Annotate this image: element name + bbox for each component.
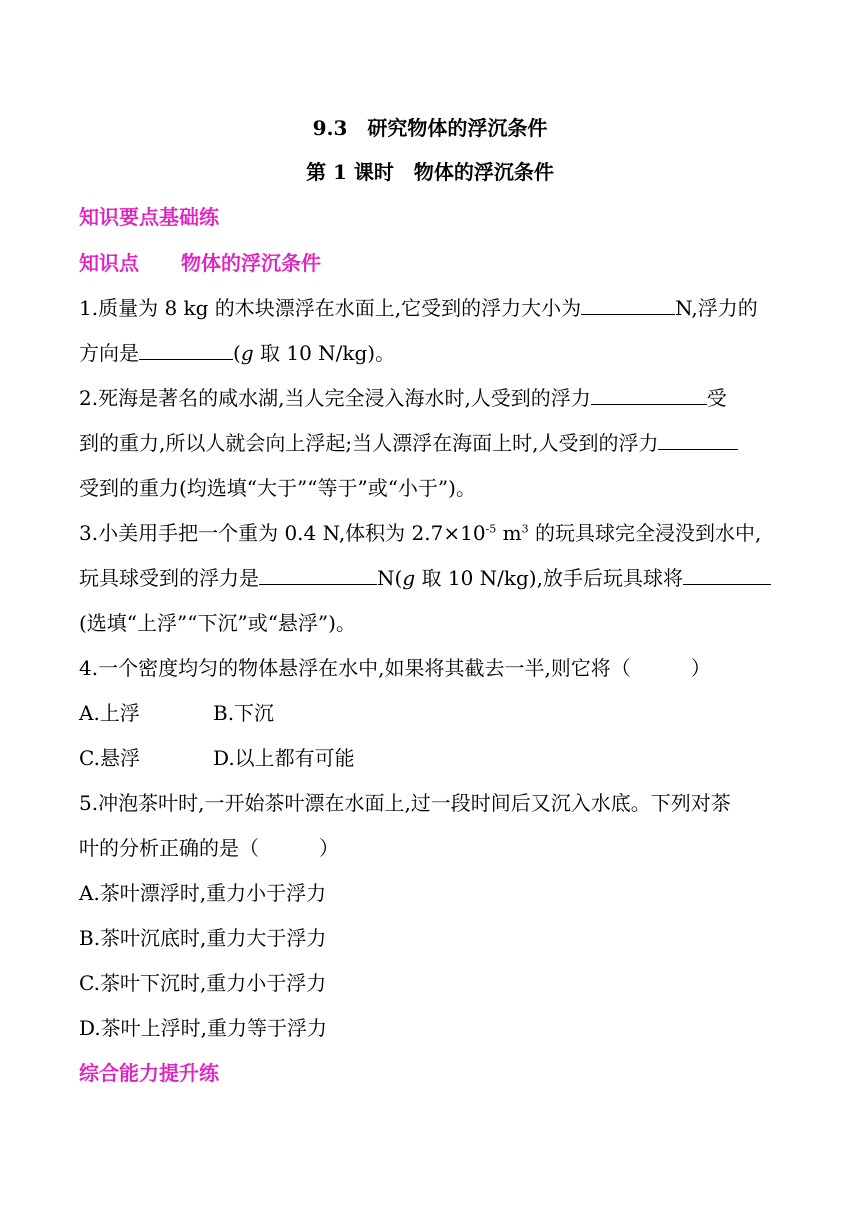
knowledge-point-name: 物体的浮沉条件 (181, 251, 321, 275)
exponent: 3 (521, 522, 529, 536)
exponent: -5 (485, 522, 497, 536)
q5-stem-line2: 叶的分析正确的是（ ） (79, 836, 339, 860)
q1-blank-2[interactable] (139, 339, 233, 360)
q3-text: m (496, 521, 522, 545)
q3-blank-2[interactable] (683, 564, 771, 585)
q5-stem-line1: 5.冲泡茶叶时,一开始茶叶漂在水面上,过一段时间后又沉入水底。下列对茶 (79, 791, 731, 815)
q1-text: ( (233, 341, 241, 365)
q3-line1 (79, 519, 761, 547)
q3-text: 玩具球受到的浮力是 (79, 566, 259, 590)
q1-line1 (79, 294, 758, 322)
q2-text: 2.死海是著名的咸水湖,当人完全浸入海水时,人受到的浮力 (79, 386, 591, 410)
q5-option-c[interactable]: C.茶叶下沉时,重力小于浮力 (79, 971, 327, 995)
q5-option-a[interactable]: A.茶叶漂浮时,重力小于浮力 (79, 881, 327, 905)
q4-stem: 4.一个密度均匀的物体悬浮在水中,如果将其截去一半,则它将（ ） (79, 656, 711, 680)
q3-line2 (79, 564, 771, 592)
q1-text: 取 10 N/kg)。 (253, 341, 396, 365)
knowledge-point-label: 知识点 (79, 251, 139, 275)
advanced-practice-heading: 综合能力提升练 (79, 1061, 219, 1085)
q2-text: 到的重力,所以人就会向上浮起;当人漂浮在海面上时,人受到的浮力 (79, 431, 659, 455)
q3-text: 的玩具球完全浸没到水中, (528, 521, 762, 545)
section-title: 9.3 研究物体的浮沉条件 (312, 116, 548, 140)
lesson-title: 第 1 课时 物体的浮沉条件 (306, 160, 554, 184)
q1-blank-1[interactable] (581, 294, 675, 315)
q3-text: 取 10 N/kg),放手后玩具球将 (415, 566, 683, 590)
g-symbol: g (240, 341, 254, 365)
q1-text: N,浮力的 (675, 296, 758, 320)
q2-text: 受 (706, 386, 727, 410)
knowledge-point-heading (79, 249, 321, 277)
q2-blank-2[interactable] (658, 429, 738, 450)
q3-text: N( (377, 566, 403, 590)
q3-text: 3.小美用手把一个重为 0.4 N,体积为 2.7×10 (79, 521, 486, 545)
q4-option-d[interactable]: D.以上都有可能 (213, 746, 355, 770)
q1-text: 方向是 (79, 341, 139, 365)
q5-option-b[interactable]: B.茶叶沉底时,重力大于浮力 (79, 926, 327, 950)
q4-options-row-2 (79, 744, 355, 772)
q2-line1 (79, 384, 727, 412)
basic-practice-heading: 知识要点基础练 (79, 205, 219, 229)
q2-line2 (79, 429, 738, 457)
q2-line3: 受到的重力(均选填“大于”“等于”或“小于”)。 (79, 476, 476, 500)
g-symbol: g (402, 566, 416, 590)
q4-option-b[interactable]: B.下沉 (213, 701, 275, 725)
q5-option-d[interactable]: D.茶叶上浮时,重力等于浮力 (79, 1016, 328, 1040)
q4-option-c[interactable]: C.悬浮 (79, 746, 140, 770)
q2-blank-1[interactable] (591, 384, 707, 405)
q4-option-a[interactable]: A.上浮 (79, 701, 140, 725)
q3-blank-1[interactable] (259, 564, 377, 585)
q1-line2 (79, 339, 395, 367)
q1-text: 1.质量为 8 kg 的木块漂浮在水面上,它受到的浮力大小为 (79, 296, 582, 320)
q4-options-row-1 (79, 699, 274, 727)
q3-line3: (选填“上浮”“下沉”或“悬浮”)。 (79, 611, 356, 635)
